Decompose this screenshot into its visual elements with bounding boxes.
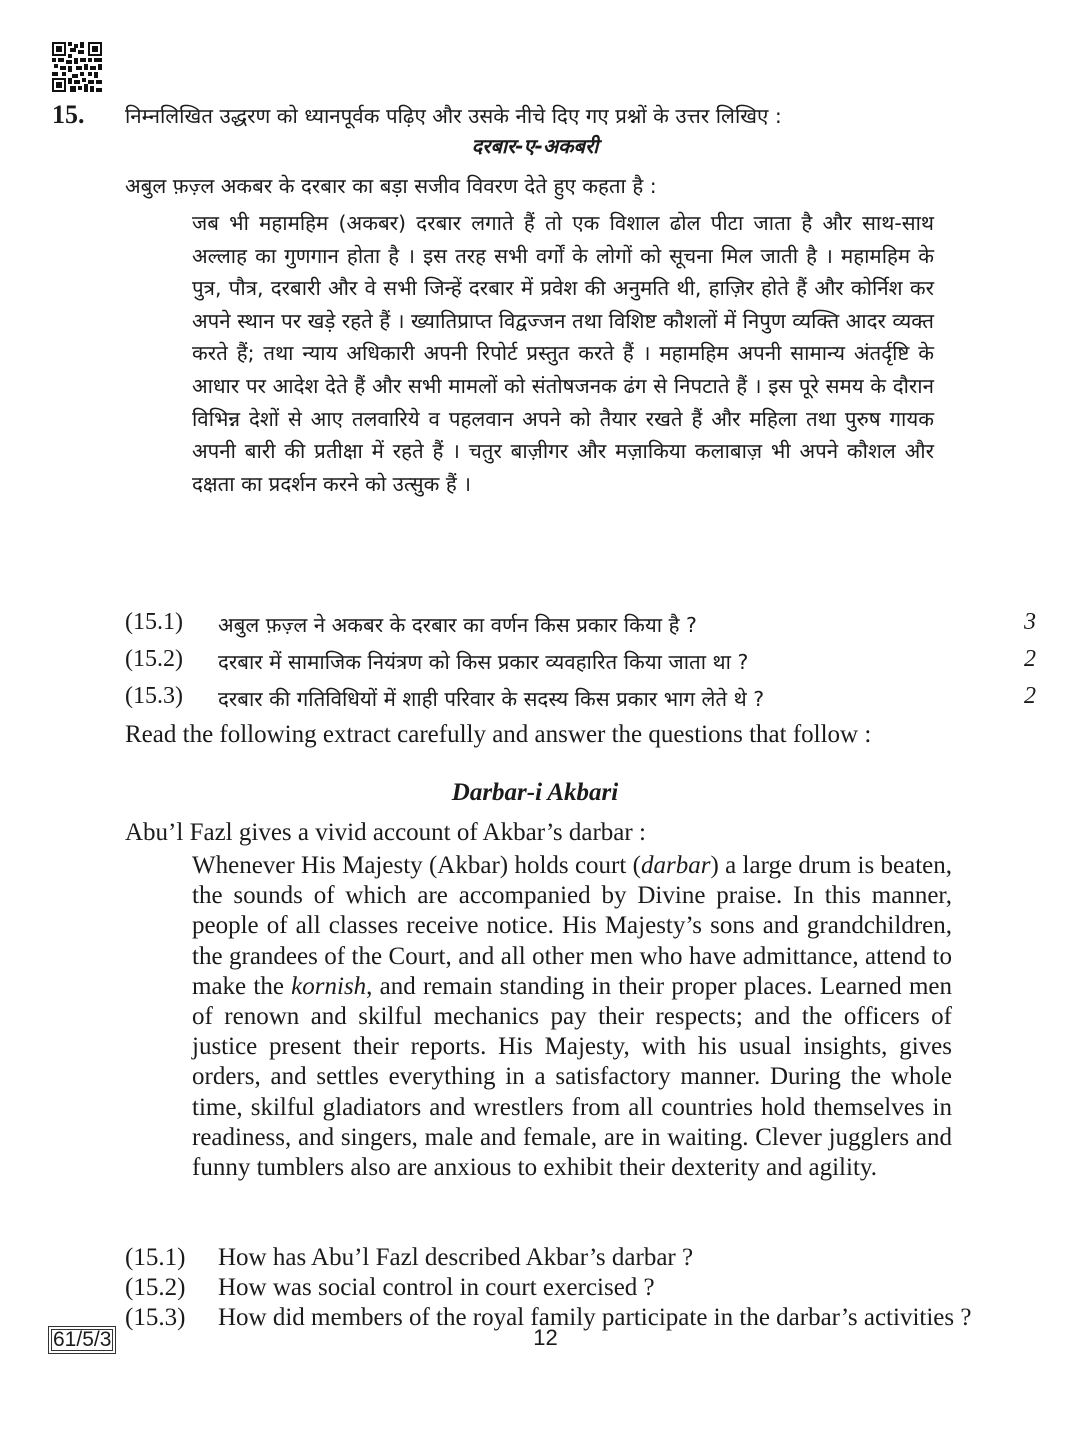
english-passage [192,851,952,1183]
passage-text: Whenever His Majesty (Akbar) holds court ( [192,852,641,879]
passage-emphasis: darbar [640,852,711,879]
question-label: (15.1) [125,1244,186,1271]
question-text: अबुल फ़ज़्ल ने अकबर के दरबार का वर्णन किस प्रकार किया है ? [218,613,697,637]
english-question-1 [0,1243,1091,1273]
question-text: दरबार में सामाजिक नियंत्रण को किस प्रकार व्यवहारित किया जाता था ? [218,650,749,674]
qr-code-icon [52,42,102,92]
question-label: (15.1) [125,609,183,635]
question-text: दरबार की गतिविधियों में शाही परिवार के सदस्य किस प्रकार भाग लेते थे ? [218,687,765,711]
question-text: How did members of the royal family participate in the darbar’s activities ? [218,1304,972,1331]
question-marks: 2 [1024,683,1036,709]
passage-text: ) a large drum is beaten, the sounds of which are accompanied by Divine praise. In this manner, people of all classes receive notice. His Majesty’s sons and grandchildren, the grandees of the Court, and all other men who have admittance, attend to make the [192,852,952,1000]
page-number: 12 [533,1325,558,1350]
question-number: 15. [52,100,85,129]
english-intro: Abu’l Fazl gives a vivid account of Akbar’s darbar : [125,819,646,846]
hindi-question-1 [0,609,1091,643]
hindi-extract-title: दरबार-ए-अकबरी [471,134,599,158]
question-label: (15.2) [125,1274,186,1301]
english-extract-title: Darbar-i Akbari [451,779,619,806]
question-text: How has Abu’l Fazl described Akbar’s darbar ? [218,1244,694,1271]
passage-text: , and remain standing in their proper places. Learned men of renown and skilful mechanics pay their respects; and the officers of justice present their reports. His Majesty, with his usual insights, gives orders, and settles everything in a satisfactory manner. During the whole time, skilful gladiators and wrestlers from all countries hold themselves in readiness, and singers, male and female, are in waiting. Clever jugglers and funny tumblers also are anxious to exhibit their dexterity and agility. [192,972,952,1182]
hindi-passage: जब भी महामहिम (अकबर) दरबार लगाते हैं तो एक विशाल ढोल पीटा जाता है और साथ-साथ अल्लाह का गुणगान होता है । इस तरह सभी वर्गों के लोगों को सूचना मिल जाती है । महामहिम के पुत्र, पौत्र, दरबारी और वे सभी जिन्हें दरबार में प्रवेश की अनुमति थी, हाज़िर होते हैं और कोर्निश कर अपने स्थान पर खड़े रहते हैं । ख्यातिप्राप्त विद्वज्जन तथा विशिष्ट कौशलों में निपुण व्यक्ति आदर व्यक्त करते हैं; तथा न्याय अधिकारी अपनी रिपोर्ट प्रस्तुत करते हैं । महामहिम अपनी सामान्य अंतर्दृष्टि के आधार पर आदेश देते हैं और सभी मामलों को संतोषजनक ढंग से निपटाते हैं । इस पूरे समय के दौरान विभिन्न देशों से आए तलवारिये व पहलवान अपने को तैयार रखते हैं और महिला तथा पुरुष गायक अपनी बारी की प्रतीक्षा में रहते हैं । चतुर बाज़ीगर और मज़ाकिया कलाबाज़ भी अपने कौशल और दक्षता का प्रदर्शन करने को उत्सुक हैं । [192,211,934,496]
hindi-question-2 [0,646,1091,680]
question-label: (15.2) [125,646,183,672]
question-label: (15.3) [125,1304,186,1331]
english-question-2 [0,1273,1091,1303]
passage-emphasis: kornish [291,972,367,1000]
question-marks: 2 [1024,646,1036,672]
hindi-question-3 [0,683,1091,717]
question-text: How was social control in court exercised ? [218,1274,655,1301]
english-instruction: Read the following extract carefully and answer the questions that follow : [125,721,872,748]
hindi-instruction: निम्नलिखित उद्धरण को ध्यानपूर्वक पढ़िए और उसके नीचे दिए गए प्रश्नों के उत्तर लिखिए : [125,104,782,128]
hindi-intro: अबुल फ़ज़्ल अकबर के दरबार का बड़ा सजीव विवरण देते हुए कहता है : [125,174,657,198]
question-marks: 3 [1024,609,1036,635]
paper-code: 61/5/3 [48,1326,116,1354]
question-label: (15.3) [125,683,183,709]
